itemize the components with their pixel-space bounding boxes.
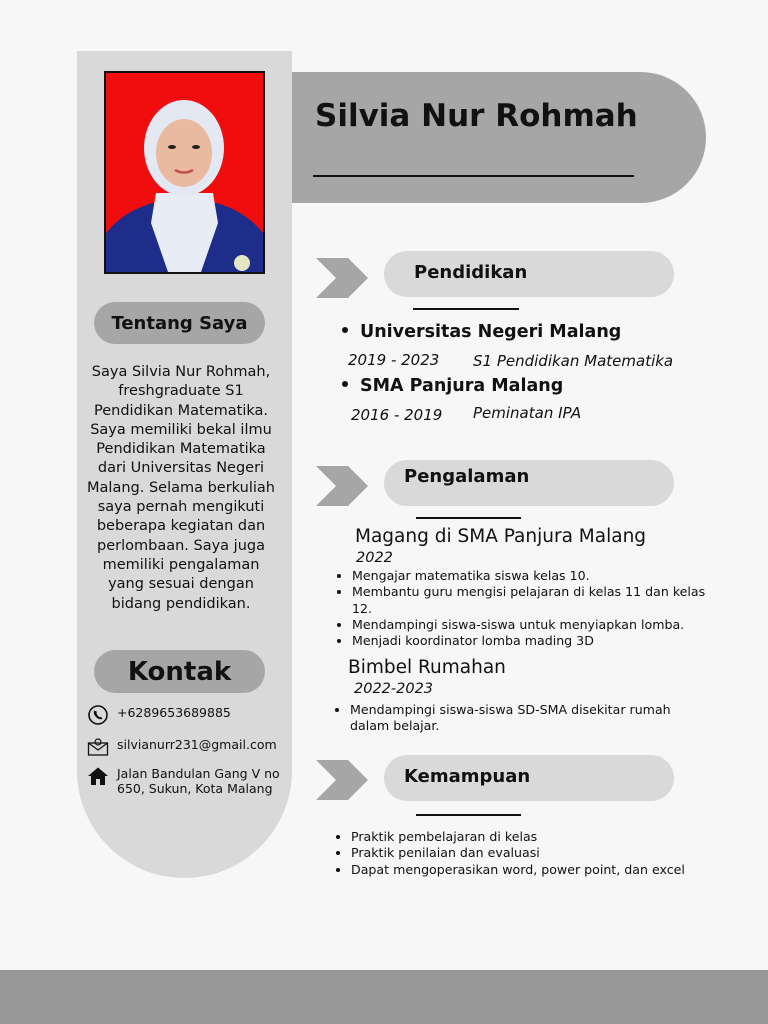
education-school-2: SMA Panjura Malang <box>342 376 563 396</box>
contact-address <box>87 766 287 796</box>
education-detail-2: Peminatan IPA <box>473 404 582 422</box>
list-item: • Dapat mengoperasikan word, power point, dan excel <box>351 862 731 878</box>
email-icon <box>87 737 109 757</box>
experience-underline <box>416 517 521 519</box>
skills-underline <box>416 814 521 816</box>
address-text: Jalan Bandulan Gang V no 650, Sukun, Kota Malang <box>117 766 280 796</box>
list-item: • Praktik penilaian dan evaluasi <box>351 845 731 861</box>
education-underline <box>413 308 519 310</box>
person-name: Silvia Nur Rohmah <box>315 98 638 134</box>
education-title: Pendidikan <box>414 262 528 283</box>
education-years-2: 2016 - 2019 <box>351 406 443 424</box>
job-points-2 <box>334 702 690 735</box>
job-years-2: 2022-2023 <box>354 681 434 697</box>
chevron-right-icon <box>316 760 368 800</box>
name-banner <box>292 72 706 203</box>
list-item: • Membantu guru mengisi pelajaran di kelas 11 dan kelas 12. <box>352 584 712 617</box>
contact-email[interactable] <box>87 737 287 757</box>
footer-bar <box>0 970 768 1024</box>
list-item: • Mendampingi siswa-siswa untuk menyiapkan lomba. <box>352 617 712 633</box>
about-text: Saya Silvia Nur Rohmah, freshgraduate S1 Pendidikan Matematika. Saya memiliki bekal ilmu Pendidikan Matematika dari Universitas Negeri Malang. Selama berkuliah saya pernah mengikuti beberapa kegiatan dan perlombaan. Saya juga memiliki pengalaman yang sesuai dengan bidang pendidikan. <box>87 364 275 612</box>
education-detail-1: S1 Pendidikan Matematika <box>473 352 674 370</box>
job-years-1: 2022 <box>356 550 393 566</box>
job-points-1 <box>336 568 712 649</box>
job-title-2: Bimbel Rumahan <box>348 657 506 678</box>
contact-title: Kontak <box>94 650 265 693</box>
chevron-right-icon <box>316 258 368 298</box>
skills-title: Kemampuan <box>404 766 531 787</box>
list-item: • Praktik pembelajaran di kelas <box>351 829 731 845</box>
contact-phone[interactable] <box>87 705 287 725</box>
phone-number: +6289653689885 <box>117 705 231 720</box>
profile-photo <box>104 71 265 274</box>
experience-title: Pengalaman <box>404 466 530 487</box>
job-title-1: Magang di SMA Panjura Malang <box>355 526 647 547</box>
education-school-1: Universitas Negeri Malang <box>342 322 621 342</box>
list-item: • Menjadi koordinator lomba mading 3D <box>352 633 712 649</box>
about-title: Tentang Saya <box>94 302 265 344</box>
skills-list <box>335 829 731 878</box>
chevron-right-icon <box>316 466 368 506</box>
name-underline <box>313 175 634 177</box>
email-address: silvianurr231@gmail.com <box>117 737 277 752</box>
phone-icon <box>87 705 109 725</box>
education-years-1: 2019 - 2023 <box>348 351 440 369</box>
list-item: • Mengajar matematika siswa kelas 10. <box>352 568 712 584</box>
home-icon <box>87 766 109 786</box>
list-item: • Mendampingi siswa-siswa SD-SMA disekitar rumah dalam belajar. <box>350 702 690 735</box>
portrait-image <box>106 73 263 272</box>
